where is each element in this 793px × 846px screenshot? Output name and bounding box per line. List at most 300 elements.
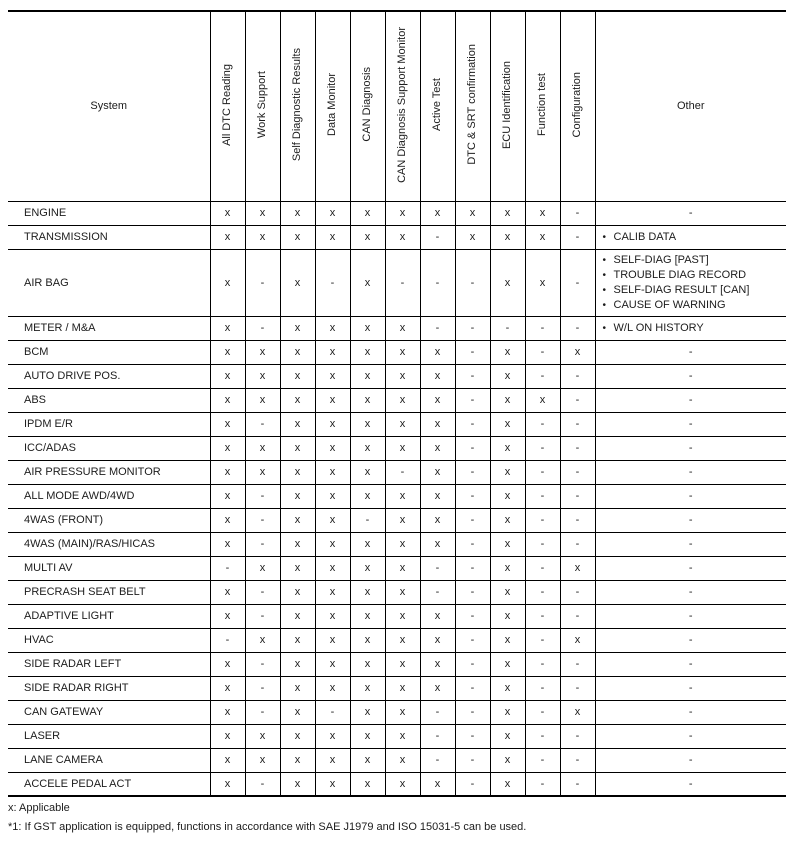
- other-value: -: [595, 388, 786, 412]
- cell-data-monitor: x: [315, 676, 350, 700]
- system-name: PRECRASH SEAT BELT: [8, 580, 210, 604]
- diagnostic-function-matrix: [8, 10, 786, 797]
- cell-can-diagnosis: x: [350, 340, 385, 364]
- cell-dtc-srt-confirmation: x: [455, 225, 490, 249]
- cell-dtc-srt-confirmation: -: [455, 316, 490, 340]
- table-row-side-radar-left: [8, 652, 786, 676]
- cell-all-dtc-reading: x: [210, 225, 245, 249]
- cell-all-dtc-reading: x: [210, 412, 245, 436]
- cell-dtc-srt-confirmation: -: [455, 508, 490, 532]
- cell-ecu-identification: x: [490, 748, 525, 772]
- cell-all-dtc-reading: -: [210, 556, 245, 580]
- cell-function-test: -: [525, 412, 560, 436]
- cell-function-test: -: [525, 556, 560, 580]
- cell-dtc-srt-confirmation: -: [455, 556, 490, 580]
- cell-active-test: x: [420, 201, 455, 225]
- cell-can-diagnosis-support-monitor: x: [385, 316, 420, 340]
- cell-dtc-srt-confirmation: -: [455, 460, 490, 484]
- cell-dtc-srt-confirmation: -: [455, 604, 490, 628]
- cell-self-diagnostic-results: x: [280, 436, 315, 460]
- cell-work-support: -: [245, 412, 280, 436]
- cell-configuration: -: [560, 388, 595, 412]
- column-header-can-diagnosis: [350, 11, 385, 201]
- other-note-text: SELF-DIAG [PAST]: [613, 253, 709, 266]
- cell-self-diagnostic-results: x: [280, 604, 315, 628]
- other-note-line: [603, 283, 783, 298]
- table-row-auto-drive-pos: [8, 364, 786, 388]
- cell-can-diagnosis-support-monitor: x: [385, 676, 420, 700]
- header-row: [8, 11, 786, 201]
- cell-active-test: x: [420, 508, 455, 532]
- cell-self-diagnostic-results: x: [280, 316, 315, 340]
- cell-active-test: x: [420, 484, 455, 508]
- column-header-label: All DTC Reading: [221, 63, 234, 146]
- footnote-1: *1: If GST application is equipped, functions in accordance with SAE J1979 and ISO 15031-5 can be used.: [8, 821, 527, 833]
- system-name: ICC/ADAS: [8, 436, 210, 460]
- cell-work-support: -: [245, 676, 280, 700]
- cell-can-diagnosis-support-monitor: x: [385, 340, 420, 364]
- table-row-ipdm-e-r: [8, 412, 786, 436]
- other-value: -: [595, 340, 786, 364]
- cell-function-test: x: [525, 249, 560, 316]
- cell-configuration: -: [560, 724, 595, 748]
- cell-dtc-srt-confirmation: -: [455, 580, 490, 604]
- cell-work-support: -: [245, 508, 280, 532]
- system-name: LANE CAMERA: [8, 748, 210, 772]
- system-name: HVAC: [8, 628, 210, 652]
- cell-work-support: x: [245, 364, 280, 388]
- cell-work-support: -: [245, 772, 280, 796]
- cell-configuration: x: [560, 556, 595, 580]
- cell-data-monitor: -: [315, 700, 350, 724]
- bullet-icon: •: [602, 284, 607, 296]
- cell-work-support: x: [245, 556, 280, 580]
- cell-work-support: -: [245, 249, 280, 316]
- other-notes: [595, 249, 786, 316]
- cell-ecu-identification: x: [490, 772, 525, 796]
- table-row-bcm: [8, 340, 786, 364]
- column-header-self-diagnostic-results: [280, 11, 315, 201]
- cell-configuration: x: [560, 340, 595, 364]
- cell-dtc-srt-confirmation: -: [455, 676, 490, 700]
- cell-all-dtc-reading: x: [210, 364, 245, 388]
- cell-self-diagnostic-results: x: [280, 484, 315, 508]
- cell-active-test: x: [420, 772, 455, 796]
- cell-work-support: x: [245, 460, 280, 484]
- column-header-ecu-identification: [490, 11, 525, 201]
- system-name: ALL MODE AWD/4WD: [8, 484, 210, 508]
- column-header-label: Active Test: [431, 78, 444, 132]
- cell-can-diagnosis: x: [350, 556, 385, 580]
- cell-work-support: x: [245, 748, 280, 772]
- column-header-label: Work Support: [256, 71, 269, 139]
- cell-self-diagnostic-results: x: [280, 748, 315, 772]
- cell-can-diagnosis: x: [350, 604, 385, 628]
- cell-can-diagnosis: x: [350, 316, 385, 340]
- cell-ecu-identification: x: [490, 436, 525, 460]
- column-header-all-dtc-reading: [210, 11, 245, 201]
- cell-configuration: -: [560, 201, 595, 225]
- cell-self-diagnostic-results: x: [280, 676, 315, 700]
- cell-function-test: -: [525, 364, 560, 388]
- cell-work-support: -: [245, 652, 280, 676]
- cell-data-monitor: x: [315, 508, 350, 532]
- cell-dtc-srt-confirmation: -: [455, 388, 490, 412]
- cell-can-diagnosis: x: [350, 460, 385, 484]
- other-note-text: CALIB DATA: [613, 230, 677, 243]
- cell-can-diagnosis-support-monitor: x: [385, 412, 420, 436]
- cell-data-monitor: x: [315, 532, 350, 556]
- cell-function-test: -: [525, 532, 560, 556]
- table-row-transmission: [8, 225, 786, 249]
- cell-dtc-srt-confirmation: -: [455, 340, 490, 364]
- cell-can-diagnosis: x: [350, 388, 385, 412]
- cell-ecu-identification: x: [490, 676, 525, 700]
- cell-function-test: x: [525, 388, 560, 412]
- cell-configuration: -: [560, 316, 595, 340]
- cell-can-diagnosis-support-monitor: -: [385, 460, 420, 484]
- cell-active-test: x: [420, 388, 455, 412]
- column-header-label: DTC & SRT confirmation: [466, 44, 479, 166]
- other-note-line: [603, 321, 783, 336]
- cell-ecu-identification: x: [490, 249, 525, 316]
- cell-dtc-srt-confirmation: -: [455, 700, 490, 724]
- table-row-hvac: [8, 628, 786, 652]
- other-value: -: [595, 748, 786, 772]
- column-header-function-test: [525, 11, 560, 201]
- cell-active-test: -: [420, 724, 455, 748]
- cell-self-diagnostic-results: x: [280, 580, 315, 604]
- cell-data-monitor: x: [315, 628, 350, 652]
- cell-can-diagnosis-support-monitor: -: [385, 249, 420, 316]
- system-name: SIDE RADAR LEFT: [8, 652, 210, 676]
- cell-all-dtc-reading: x: [210, 724, 245, 748]
- cell-dtc-srt-confirmation: -: [455, 652, 490, 676]
- cell-self-diagnostic-results: x: [280, 225, 315, 249]
- cell-ecu-identification: x: [490, 532, 525, 556]
- footnotes: [8, 801, 526, 839]
- cell-all-dtc-reading: x: [210, 580, 245, 604]
- cell-all-dtc-reading: x: [210, 201, 245, 225]
- cell-active-test: -: [420, 316, 455, 340]
- system-name: CAN GATEWAY: [8, 700, 210, 724]
- table-row-meter-m-a: [8, 316, 786, 340]
- cell-all-dtc-reading: x: [210, 388, 245, 412]
- cell-ecu-identification: x: [490, 484, 525, 508]
- cell-all-dtc-reading: x: [210, 508, 245, 532]
- other-note-line: [603, 230, 783, 245]
- cell-data-monitor: x: [315, 201, 350, 225]
- cell-all-dtc-reading: x: [210, 460, 245, 484]
- cell-can-diagnosis: x: [350, 676, 385, 700]
- other-notes: [595, 225, 786, 249]
- cell-self-diagnostic-results: x: [280, 772, 315, 796]
- cell-function-test: -: [525, 772, 560, 796]
- cell-data-monitor: x: [315, 316, 350, 340]
- column-header-active-test: [420, 11, 455, 201]
- cell-can-diagnosis-support-monitor: x: [385, 748, 420, 772]
- column-header-label: CAN Diagnosis Support Monitor: [396, 26, 409, 183]
- cell-function-test: -: [525, 316, 560, 340]
- column-header-system: System: [8, 11, 210, 201]
- cell-dtc-srt-confirmation: -: [455, 748, 490, 772]
- cell-active-test: x: [420, 340, 455, 364]
- table-row-side-radar-right: [8, 676, 786, 700]
- bullet-icon: •: [602, 322, 607, 334]
- cell-can-diagnosis: x: [350, 748, 385, 772]
- cell-data-monitor: x: [315, 225, 350, 249]
- cell-data-monitor: x: [315, 436, 350, 460]
- cell-active-test: -: [420, 249, 455, 316]
- cell-active-test: x: [420, 628, 455, 652]
- cell-data-monitor: x: [315, 484, 350, 508]
- table-row-engine: [8, 201, 786, 225]
- cell-active-test: -: [420, 580, 455, 604]
- cell-function-test: -: [525, 652, 560, 676]
- cell-can-diagnosis-support-monitor: x: [385, 700, 420, 724]
- cell-dtc-srt-confirmation: -: [455, 772, 490, 796]
- cell-can-diagnosis: x: [350, 652, 385, 676]
- cell-dtc-srt-confirmation: x: [455, 201, 490, 225]
- cell-data-monitor: x: [315, 604, 350, 628]
- cell-self-diagnostic-results: x: [280, 652, 315, 676]
- cell-all-dtc-reading: x: [210, 652, 245, 676]
- cell-active-test: x: [420, 676, 455, 700]
- cell-can-diagnosis: x: [350, 412, 385, 436]
- cell-self-diagnostic-results: x: [280, 508, 315, 532]
- column-header-work-support: [245, 11, 280, 201]
- other-value: -: [595, 652, 786, 676]
- other-note-text: SELF-DIAG RESULT [CAN]: [613, 283, 750, 296]
- other-value: -: [595, 201, 786, 225]
- cell-all-dtc-reading: x: [210, 340, 245, 364]
- cell-all-dtc-reading: x: [210, 604, 245, 628]
- other-value: -: [595, 532, 786, 556]
- column-header-configuration: [560, 11, 595, 201]
- cell-all-dtc-reading: x: [210, 249, 245, 316]
- cell-ecu-identification: x: [490, 604, 525, 628]
- cell-function-test: -: [525, 700, 560, 724]
- table-row-multi-av: [8, 556, 786, 580]
- cell-ecu-identification: x: [490, 700, 525, 724]
- cell-active-test: -: [420, 556, 455, 580]
- cell-can-diagnosis-support-monitor: x: [385, 436, 420, 460]
- cell-dtc-srt-confirmation: -: [455, 249, 490, 316]
- cell-data-monitor: x: [315, 724, 350, 748]
- column-header-label: Function test: [536, 73, 549, 137]
- cell-can-diagnosis: x: [350, 201, 385, 225]
- cell-data-monitor: x: [315, 580, 350, 604]
- cell-configuration: -: [560, 436, 595, 460]
- system-name: TRANSMISSION: [8, 225, 210, 249]
- cell-can-diagnosis: x: [350, 532, 385, 556]
- cell-configuration: -: [560, 249, 595, 316]
- table-row-laser: [8, 724, 786, 748]
- cell-can-diagnosis-support-monitor: x: [385, 652, 420, 676]
- cell-can-diagnosis: x: [350, 436, 385, 460]
- other-value: -: [595, 508, 786, 532]
- column-header-other: Other: [595, 11, 786, 201]
- other-notes: [595, 316, 786, 340]
- cell-ecu-identification: x: [490, 580, 525, 604]
- cell-configuration: -: [560, 604, 595, 628]
- cell-all-dtc-reading: x: [210, 772, 245, 796]
- cell-dtc-srt-confirmation: -: [455, 412, 490, 436]
- column-header-label: Configuration: [571, 72, 584, 138]
- cell-function-test: -: [525, 676, 560, 700]
- cell-work-support: x: [245, 436, 280, 460]
- system-name: IPDM E/R: [8, 412, 210, 436]
- cell-active-test: -: [420, 748, 455, 772]
- system-name: LASER: [8, 724, 210, 748]
- cell-function-test: x: [525, 225, 560, 249]
- table-row-lane-camera: [8, 748, 786, 772]
- cell-function-test: -: [525, 724, 560, 748]
- other-value: -: [595, 604, 786, 628]
- table-row-icc-adas: [8, 436, 786, 460]
- other-value: -: [595, 460, 786, 484]
- other-value: -: [595, 412, 786, 436]
- system-name: SIDE RADAR RIGHT: [8, 676, 210, 700]
- cell-can-diagnosis: x: [350, 225, 385, 249]
- cell-self-diagnostic-results: x: [280, 700, 315, 724]
- cell-ecu-identification: x: [490, 724, 525, 748]
- cell-work-support: x: [245, 225, 280, 249]
- cell-work-support: -: [245, 580, 280, 604]
- cell-self-diagnostic-results: x: [280, 460, 315, 484]
- cell-self-diagnostic-results: x: [280, 532, 315, 556]
- other-value: -: [595, 436, 786, 460]
- cell-function-test: -: [525, 604, 560, 628]
- cell-can-diagnosis-support-monitor: x: [385, 628, 420, 652]
- cell-dtc-srt-confirmation: -: [455, 436, 490, 460]
- cell-configuration: -: [560, 532, 595, 556]
- system-name: ACCELE PEDAL ACT: [8, 772, 210, 796]
- cell-dtc-srt-confirmation: -: [455, 532, 490, 556]
- cell-function-test: -: [525, 484, 560, 508]
- system-name: 4WAS (MAIN)/RAS/HICAS: [8, 532, 210, 556]
- cell-can-diagnosis-support-monitor: x: [385, 388, 420, 412]
- table-row-can-gateway: [8, 700, 786, 724]
- cell-can-diagnosis-support-monitor: x: [385, 508, 420, 532]
- cell-configuration: -: [560, 580, 595, 604]
- table-row-abs: [8, 388, 786, 412]
- cell-self-diagnostic-results: x: [280, 249, 315, 316]
- cell-self-diagnostic-results: x: [280, 364, 315, 388]
- table-row-air-pressure-monitor: [8, 460, 786, 484]
- cell-can-diagnosis-support-monitor: x: [385, 724, 420, 748]
- other-note-line: [603, 298, 783, 313]
- cell-self-diagnostic-results: x: [280, 556, 315, 580]
- cell-active-test: x: [420, 436, 455, 460]
- cell-can-diagnosis-support-monitor: x: [385, 580, 420, 604]
- system-name: ENGINE: [8, 201, 210, 225]
- cell-dtc-srt-confirmation: -: [455, 484, 490, 508]
- cell-all-dtc-reading: x: [210, 676, 245, 700]
- table-row-air-bag: [8, 249, 786, 316]
- system-name: ADAPTIVE LIGHT: [8, 604, 210, 628]
- table-row-accele-pedal-act: [8, 772, 786, 796]
- cell-can-diagnosis-support-monitor: x: [385, 532, 420, 556]
- cell-dtc-srt-confirmation: -: [455, 364, 490, 388]
- table-row-adaptive-light: [8, 604, 786, 628]
- cell-all-dtc-reading: x: [210, 700, 245, 724]
- cell-can-diagnosis-support-monitor: x: [385, 225, 420, 249]
- bullet-icon: •: [602, 269, 607, 281]
- cell-active-test: x: [420, 532, 455, 556]
- cell-data-monitor: x: [315, 412, 350, 436]
- cell-configuration: -: [560, 364, 595, 388]
- cell-work-support: -: [245, 316, 280, 340]
- cell-can-diagnosis: x: [350, 249, 385, 316]
- other-value: -: [595, 628, 786, 652]
- system-name: MULTI AV: [8, 556, 210, 580]
- cell-ecu-identification: -: [490, 316, 525, 340]
- cell-configuration: -: [560, 412, 595, 436]
- cell-data-monitor: x: [315, 772, 350, 796]
- cell-work-support: x: [245, 201, 280, 225]
- cell-can-diagnosis: x: [350, 700, 385, 724]
- cell-configuration: -: [560, 460, 595, 484]
- cell-data-monitor: x: [315, 556, 350, 580]
- cell-function-test: -: [525, 508, 560, 532]
- cell-work-support: x: [245, 340, 280, 364]
- cell-self-diagnostic-results: x: [280, 724, 315, 748]
- cell-data-monitor: x: [315, 364, 350, 388]
- system-name: ABS: [8, 388, 210, 412]
- cell-ecu-identification: x: [490, 201, 525, 225]
- system-name: 4WAS (FRONT): [8, 508, 210, 532]
- cell-active-test: -: [420, 700, 455, 724]
- bullet-icon: •: [602, 231, 607, 243]
- cell-function-test: -: [525, 436, 560, 460]
- other-value: -: [595, 676, 786, 700]
- cell-function-test: -: [525, 748, 560, 772]
- cell-work-support: x: [245, 724, 280, 748]
- cell-can-diagnosis: x: [350, 724, 385, 748]
- bullet-icon: •: [602, 254, 607, 266]
- cell-data-monitor: x: [315, 652, 350, 676]
- other-note-line: [603, 268, 783, 283]
- cell-can-diagnosis: x: [350, 364, 385, 388]
- cell-can-diagnosis-support-monitor: x: [385, 364, 420, 388]
- cell-active-test: -: [420, 225, 455, 249]
- cell-self-diagnostic-results: x: [280, 201, 315, 225]
- cell-can-diagnosis: x: [350, 580, 385, 604]
- cell-data-monitor: x: [315, 340, 350, 364]
- cell-function-test: -: [525, 340, 560, 364]
- cell-configuration: -: [560, 484, 595, 508]
- cell-dtc-srt-confirmation: -: [455, 724, 490, 748]
- legend-applicable: x: Applicable: [8, 802, 70, 814]
- column-header-label: ECU Identification: [501, 60, 514, 149]
- cell-active-test: x: [420, 412, 455, 436]
- cell-active-test: x: [420, 364, 455, 388]
- other-value: -: [595, 700, 786, 724]
- system-name: AIR PRESSURE MONITOR: [8, 460, 210, 484]
- cell-configuration: x: [560, 700, 595, 724]
- cell-active-test: x: [420, 604, 455, 628]
- cell-work-support: -: [245, 532, 280, 556]
- cell-self-diagnostic-results: x: [280, 388, 315, 412]
- cell-can-diagnosis-support-monitor: x: [385, 556, 420, 580]
- cell-ecu-identification: x: [490, 460, 525, 484]
- cell-self-diagnostic-results: x: [280, 340, 315, 364]
- cell-can-diagnosis: x: [350, 772, 385, 796]
- other-note-text: TROUBLE DIAG RECORD: [613, 268, 747, 281]
- cell-all-dtc-reading: x: [210, 484, 245, 508]
- other-note-line: [603, 253, 783, 268]
